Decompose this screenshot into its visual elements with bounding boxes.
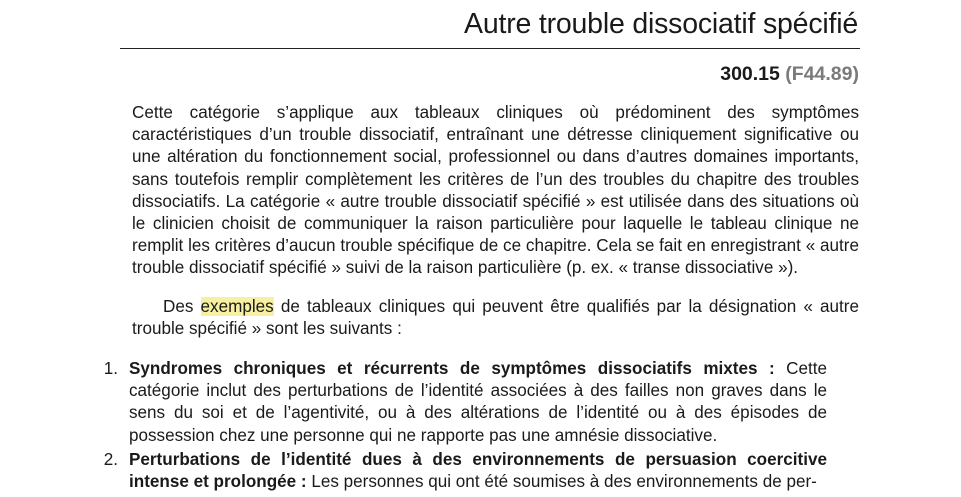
examples-lead: Des <box>163 297 201 316</box>
list-item <box>98 449 827 493</box>
list-item-heading: Syndromes chroniques et récurrents de symptômes dissociatifs mixtes : <box>129 359 775 378</box>
list-item <box>98 358 827 447</box>
list-item-body <box>129 449 827 493</box>
list-item-body <box>129 358 827 447</box>
dsm-code: 300.15 <box>720 63 780 85</box>
examples-paragraph <box>132 296 859 340</box>
title-rule <box>120 48 860 49</box>
icd-code: (F44.89) <box>785 63 859 85</box>
examples-rest: de tableaux cliniques qui peuvent être qualifiés par la désignation « autre trouble spécifié » sont les suivants : <box>132 297 860 339</box>
section-title: Autre trouble dissociatif spécifié <box>464 8 858 40</box>
list-item-heading: Perturbations de l’identité dues à des environnements de persuasion coercitive intense et prolongée : <box>129 450 827 492</box>
list-item-text: Cette catégorie inclut des perturbations de l’identité associées à des failles non graves dans le sens du soi et de l’agentivité, ou à des altérations de l’identité ou à des épisodes de possession chez une personne qui ne rapporte pas une amnésie dissociative. <box>129 359 827 445</box>
intro-paragraph: Cette catégorie s’applique aux tableaux cliniques où prédominent des symptômes caractéristiques d’un trouble dissociatif, entraînant une détresse cliniquement significative ou une altération du fonctionnement social, professionnel ou dans d’autres domaines importants, sans toutefois remplir complètement les critères de l’un des troubles du chapitre des troubles dissociatifs. La catégorie « autre trouble dissociatif spécifié » est utilisée dans des situations où le clinicien choisit de communiquer la raison particulière pour laquelle le tableau clinique ne remplit les critères d’aucun trouble spécifique de ce chapitre. Cela se fait en enregistrant « autre trouble dissociatif spécifié » suivi de la raison particulière (p. ex. « transe dissociative »). <box>132 103 859 278</box>
diagnostic-code <box>720 60 859 88</box>
list-item-number: 1. <box>103 359 118 378</box>
list-item-text: Les personnes qui ont été soumises à des environnements de per- <box>306 472 817 492</box>
list-item-number: 2. <box>103 450 118 469</box>
highlighted-word: exemples <box>200 297 274 316</box>
